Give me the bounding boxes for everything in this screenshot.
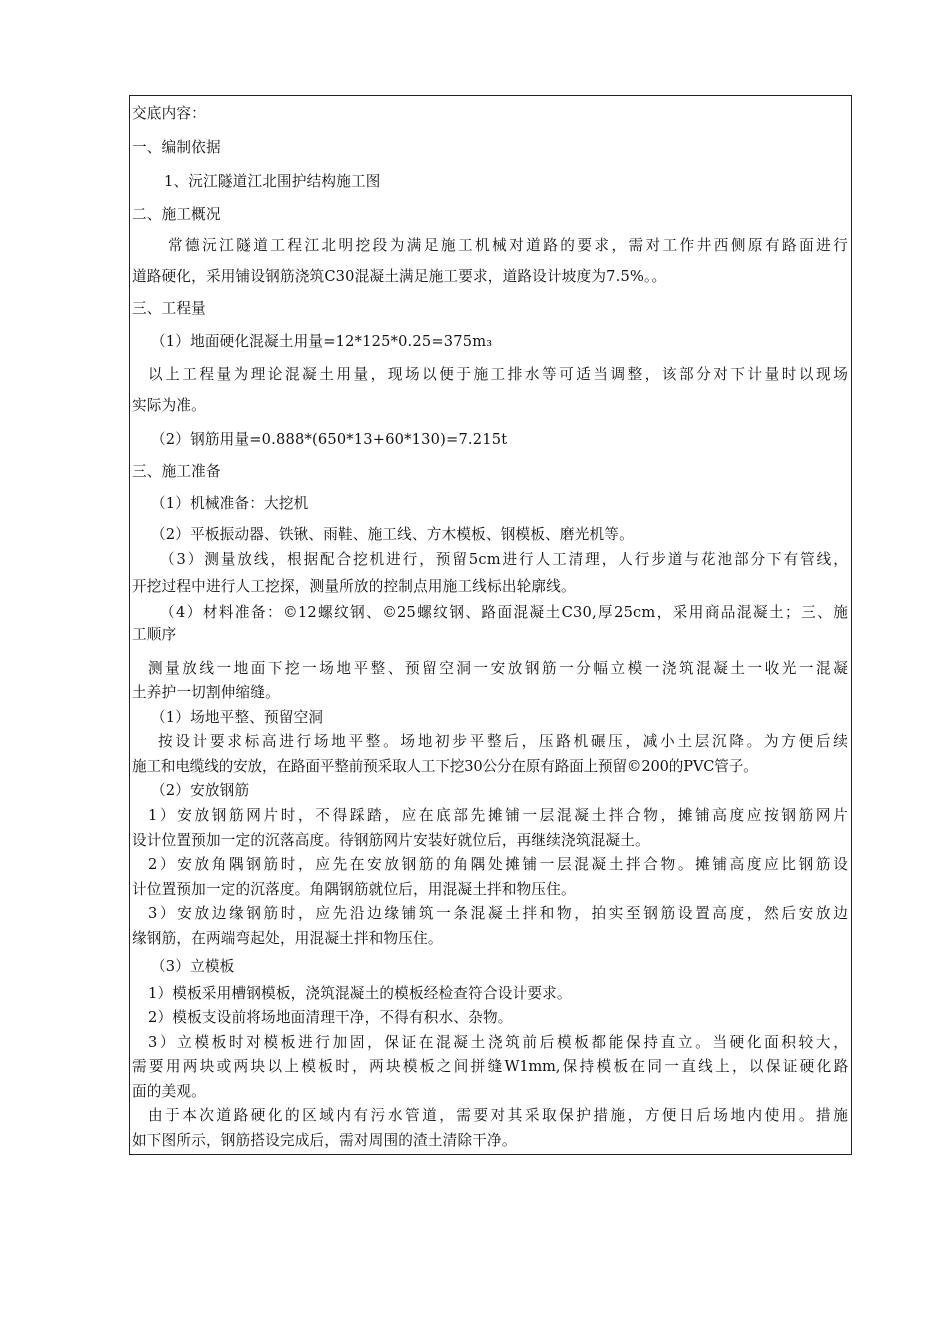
text-line: 二、施工概况 — [132, 206, 221, 223]
text-line: 由于本次道路硬化的区域内有污水管道，需要对其采取保护措施，方便日后场地内使用。措施 — [148, 1107, 848, 1124]
text-line: 3）立模板时对模板进行加固，保证在混凝土浇筑前后模板都能保持直立。当硬化面积较大， — [148, 1034, 848, 1051]
text-line: （1）机械准备：大挖机 — [151, 495, 309, 512]
text-line: 施工和电缆线的安放，在路面平整前预采取人工下挖30公分在原有路面上预留©200的PVC管子。 — [132, 758, 758, 775]
text-line: 面的美观。 — [132, 1083, 206, 1100]
text-line: 1）模板采用槽钢模板，浇筑混凝土的模板经检查符合设计要求。 — [148, 985, 572, 1002]
text-line: 测量放线一地面下挖一场地平整、预留空洞一安放钢筋一分幅立模一浇筑混凝土一收光一混凝 — [148, 660, 848, 677]
text-line: 常德沅江隧道工程江北明挖段为满足施工机械对道路的要求，需对工作井西侧原有路面进行 — [168, 237, 848, 254]
text-line: （3）测量放线，根据配合挖机进行，预留5cm进行人工清理，人行步道与花池部分下有管线， — [160, 551, 848, 568]
text-line: 以上工程量为理论混凝土用量，现场以便于施工排水等可适当调整，该部分对下计量时以现场 — [148, 366, 848, 383]
text-line: 缘钢筋，在两端弯起处，用混凝土拌和物压住。 — [132, 930, 443, 947]
text-line: 需要用两块或两块以上模板时，两块模板之间拼缝W1mm,保持模板在同一直线上，以保证硬化路 — [132, 1058, 848, 1075]
text-line: 设计位置预加一定的沉落高度。待钢筋网片安装好就位后，再继续浇筑混凝土。 — [132, 832, 650, 849]
text-line: 1）安放钢筋网片时，不得踩踏，应在底部先摊铺一层混凝土拌合物，摊铺高度应按钢筋网片 — [148, 807, 848, 824]
text-line: （3）立模板 — [151, 958, 235, 975]
text-line: （2）钢筋用量=0.888*(650*13+60*130)=7.215t — [151, 431, 508, 448]
text-line: 3）安放边缘钢筋时，应先沿边缘铺筑一条混凝土拌和物，拍实至钢筋设置高度，然后安放边 — [148, 905, 848, 922]
text-line: 一、编制依据 — [132, 139, 221, 156]
text-line: （1）场地平整、预留空洞 — [151, 709, 324, 726]
text-line: （4）材料准备：©12螺纹钢、©25螺纹钢、路面混凝土C30,厚25cm，采用商品混凝土；三、施 — [160, 604, 848, 621]
text-line: 1、沅江隧道江北围护结构施工图 — [164, 173, 381, 190]
section-heading: 交底内容： — [132, 105, 206, 122]
text-line: 道路硬化，采用铺设钢筋浇筑C30混凝土满足施工要求，道路设计坡度为7.5%。。 — [132, 268, 667, 285]
text-line: （2）安放钢筋 — [151, 782, 250, 799]
text-line: 实际为准。 — [132, 397, 206, 414]
text-line: 三、施工准备 — [132, 463, 221, 480]
text-line: 2）安放角隅钢筋时，应先在安放钢筋的角隅处摊铺一层混凝土拌合物。摊铺高度应比钢筋设 — [148, 856, 848, 873]
text-line: 2）模板支设前将场地面清理干净，不得有积水、杂物。 — [148, 1009, 513, 1026]
text-line: 计位置预加一定的沉落度。角隅钢筋就位后，用混凝土拌和物压住。 — [132, 881, 576, 898]
text-line: （2）平板振动器、铁锹、雨鞋、施工线、方木模板、钢模板、磨光机等。 — [151, 526, 634, 543]
text-line: 开挖过程中进行人工挖探，测量所放的控制点用施工线标出轮廓线。 — [132, 578, 576, 595]
text-line: 工顺序 — [132, 626, 177, 643]
text-line: 如下图所示，钢筋搭设完成后，需对周围的渣土清除干净。 — [132, 1132, 517, 1149]
text-line: 三、工程量 — [132, 300, 206, 317]
text-line: 按设计要求标高进行场地平整。场地初步平整后，压路机碾压，减小土层沉降。为方便后续 — [158, 733, 848, 750]
text-line: 土养护一切割伸缩缝。 — [132, 684, 280, 701]
text-line: （1）地面硬化混凝土用量=12*125*0.25=375m₃ — [151, 333, 493, 350]
